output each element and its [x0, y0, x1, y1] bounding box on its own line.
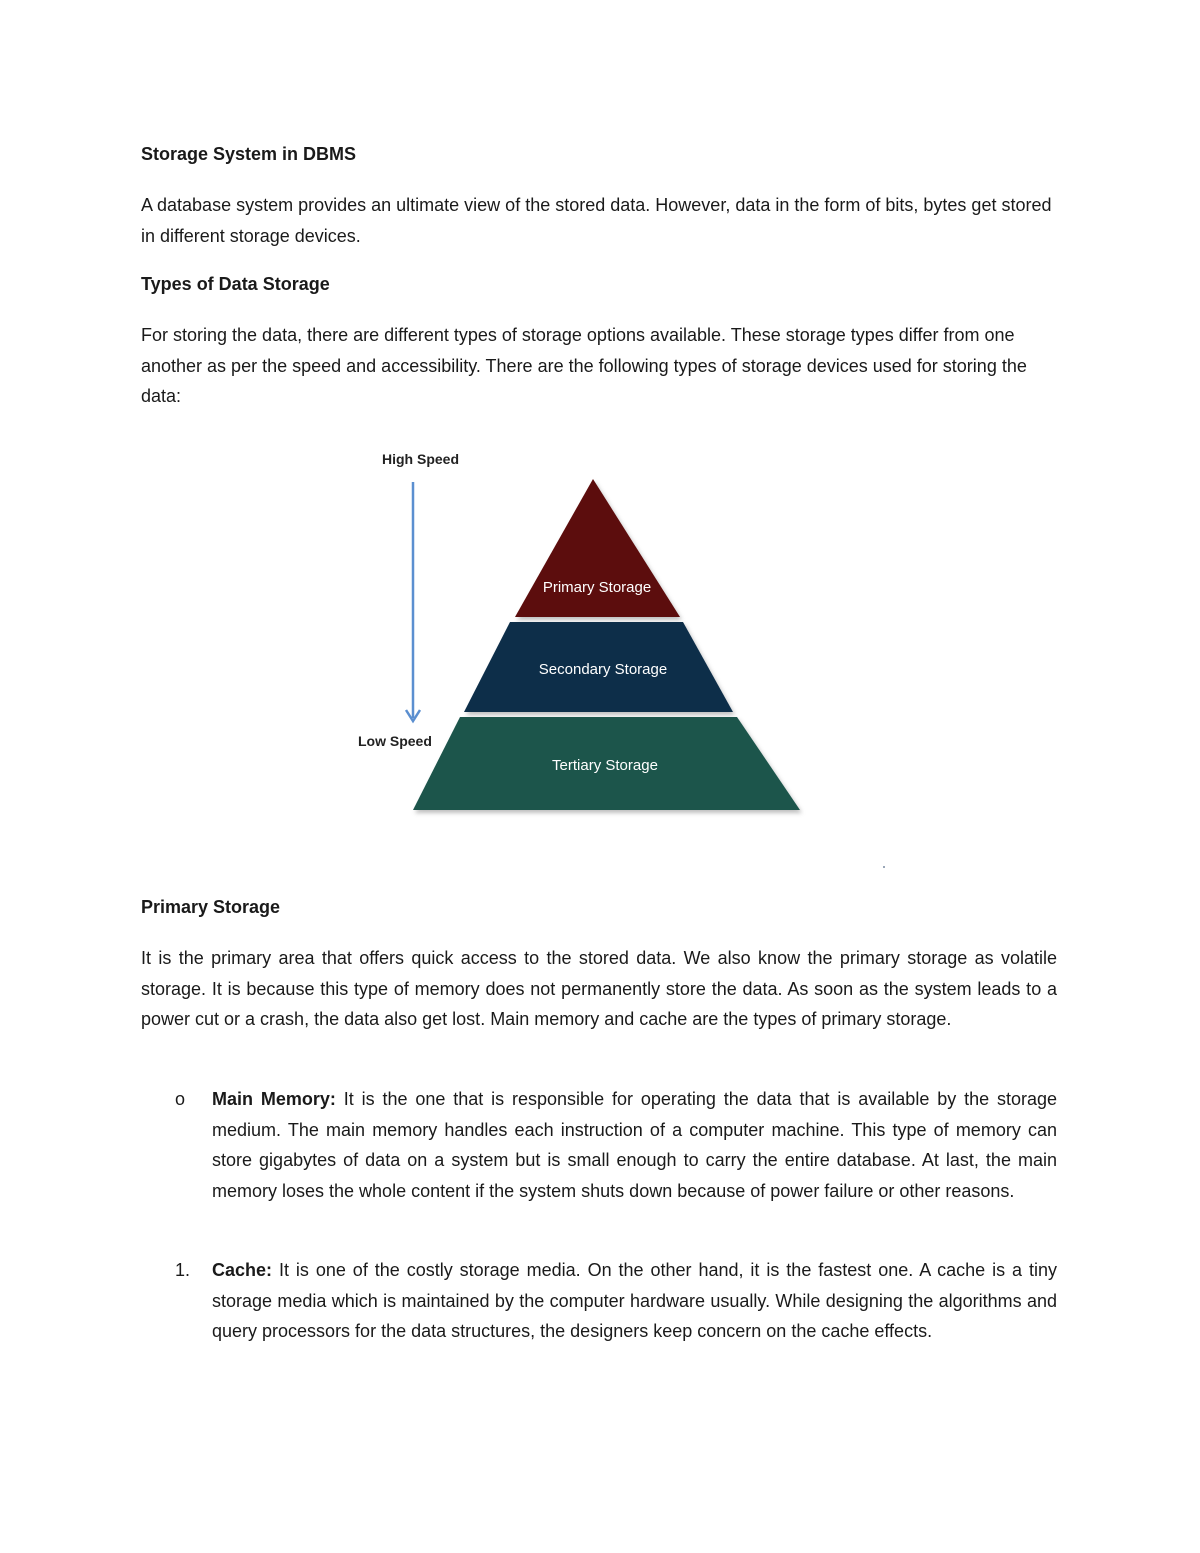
stray-dot	[883, 866, 885, 868]
primary-storage-heading: Primary Storage	[141, 897, 281, 917]
high-speed-label: High Speed	[382, 451, 460, 467]
secondary-storage-label: Secondary Storage	[538, 661, 668, 678]
low-speed-label: Low Speed	[358, 733, 432, 749]
intro-paragraph: A database system provides an ultimate view of the stored data. However, data in the form of bits, bytes get stored in different storage devices.	[141, 195, 1052, 246]
primary-storage-label: Primary Storage	[542, 579, 652, 596]
primary-storage-paragraph: It is the primary area that offers quick access to the stored data. We also know the primary storage as volatile storage. It is because this type of memory does not permanently store the data. As soon as the system leads to a power cut or a crash, the data also get lost. Main memory and cache are the types of primary storage.	[141, 948, 1057, 1029]
page-title: Storage System in DBMS	[141, 144, 357, 164]
list-item-body	[212, 1084, 1057, 1206]
list-number: 1.	[175, 1260, 191, 1280]
tertiary-storage-label: Tertiary Storage	[552, 757, 658, 774]
storage-pyramid-diagram	[340, 440, 820, 830]
list-item-term: Cache:	[212, 1260, 273, 1280]
primary-storage-tier	[515, 479, 680, 617]
types-heading: Types of Data Storage	[141, 274, 330, 294]
list-item-text: It is the one that is responsible for operating the data that is available by the storage medium. The main memory handles each instruction of a computer machine. This type of memory can store gigabytes of data on a system but is small enough to carry the entire database. At last, the main memory loses the whole content if the system shuts down because of power failure or other reasons.	[212, 1089, 1057, 1201]
types-paragraph: For storing the data, there are different types of storage options available. These storage types differ from one another as per the speed and accessibility. There are the following types of storage devices used for storing the data:	[141, 325, 1027, 406]
list-item-text: It is one of the costly storage media. On the other hand, it is the fastest one. A cache is a tiny storage media which is maintained by the computer hardware usually. While designing the algorithms and query processors for the data structures, the designers keep concern on the cache effects.	[212, 1260, 1057, 1341]
list-item-body	[212, 1255, 1057, 1347]
list-bullet: o	[175, 1089, 186, 1109]
list-item-term: Main Memory:	[212, 1089, 336, 1109]
